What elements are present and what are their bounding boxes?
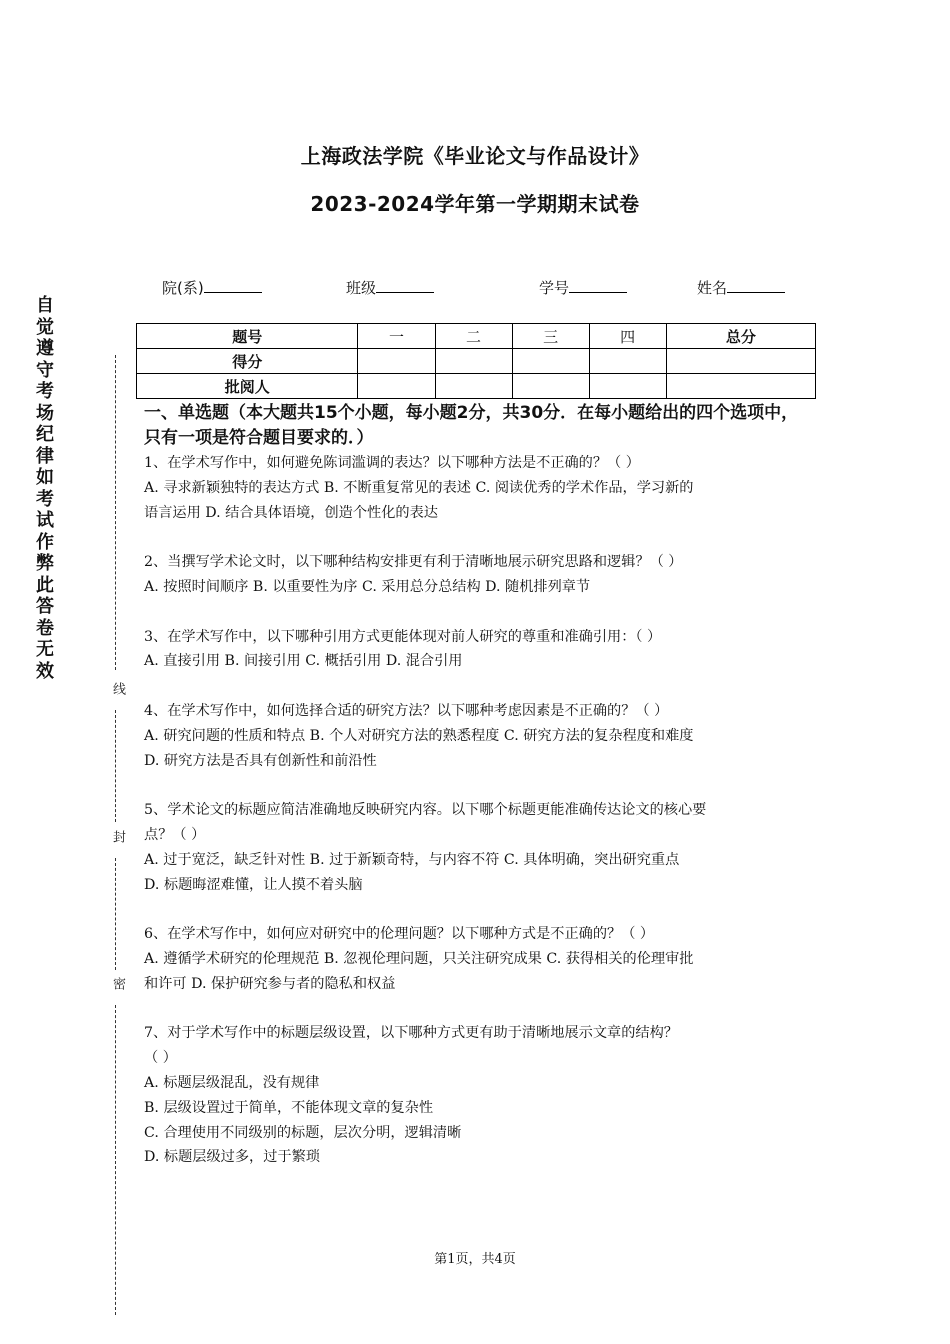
sidebar-char: 律: [36, 445, 54, 467]
score-header-cell: 总分: [666, 324, 815, 349]
grader-cell[interactable]: [435, 374, 512, 399]
question-stem: 1、在学术写作中，如何避免陈词滥调的表达？以下哪种方法是不正确的？（ ）: [144, 455, 640, 471]
sidebar-char: 效: [36, 660, 54, 682]
score-cell[interactable]: [435, 349, 512, 374]
sidebar-char: 觉: [36, 316, 54, 338]
question-line: （ ）: [144, 1050, 177, 1067]
score-header-cell: 四: [589, 324, 666, 349]
grader-cell[interactable]: [589, 374, 666, 399]
sidebar-char: 答: [36, 596, 54, 617]
question-stem: 3、在学术写作中，以下哪种引用方式更能体现对前人研究的尊重和准确引用：（ ）: [144, 628, 662, 645]
sidebar-char: 卷: [36, 617, 54, 639]
question-stem: 5、学术论文的标题应简洁准确地反映研究内容。以下哪个标题更能准确传达论文的核心要: [144, 802, 707, 819]
question-line: A. 直接引用 B. 间接引用 C. 概括引用 D. 混合引用: [144, 653, 463, 670]
cut-label-line: 线: [110, 682, 125, 695]
question-item: [144, 550, 810, 600]
score-header-cell: 三: [512, 324, 589, 349]
question-stem: 7、对于学术写作中的标题层级设置，以下哪种方式更有助于清晰地展示文章的结构？: [144, 1025, 678, 1042]
grader-cell[interactable]: [358, 374, 435, 399]
sidebar-char: 纪: [36, 424, 54, 445]
score-cell[interactable]: [512, 349, 589, 374]
cut-line-segment: [115, 858, 116, 970]
question-item: [144, 451, 810, 525]
score-cell[interactable]: [666, 349, 815, 374]
question-line: A. 寻求新颖独特的表达方式 B. 不断重复常见的表述 C. 阅读优秀的学术作品，学习新的: [144, 479, 694, 496]
sidebar-char: 无: [36, 639, 54, 660]
question-list: [144, 451, 810, 1170]
name-field[interactable]: [697, 277, 785, 298]
question-item: [144, 625, 810, 675]
name-label: 姓名: [697, 279, 728, 297]
question-stem: 6、在学术写作中，如何应对研究中的伦理问题？以下哪种方式是不正确的？（ ）: [144, 926, 655, 943]
page-footer: 第1页，共4页: [434, 1252, 516, 1267]
cut-label-seal: 封: [110, 830, 125, 843]
question-spacer: [144, 600, 810, 625]
sidebar-char: 作: [36, 531, 54, 553]
question-line: A. 标题层级混乱，没有规律: [144, 1074, 320, 1091]
section-title: 一、单选题（本大题共15个小题，每小题2分，共30分．在每小题给出的四个选项中，只有一项是符合题目要求的．）: [144, 403, 799, 448]
question-spacer: [144, 525, 810, 550]
cut-line-segment: [115, 1005, 116, 1315]
question-line: 点？（ ）: [144, 826, 206, 843]
exam-title-line2: 2023-2024学年第一学期期末试卷: [310, 192, 640, 216]
question-line: A. 按照时间顺序 B. 以重要性为序 C. 采用总分总结构 D. 随机排列章节: [144, 578, 591, 595]
dept-label: 院(系): [162, 279, 204, 297]
class-field[interactable]: [346, 277, 434, 298]
question-item: [144, 922, 810, 996]
question-line: A. 过于宽泛，缺乏针对性 B. 过于新颖奇特，与内容不符 C. 具体明确，突出研究重点: [144, 851, 680, 868]
score-header-cell: 题号: [137, 324, 358, 349]
cut-line-segment: [115, 355, 116, 670]
question-stem: 2、当撰写学术论文时，以下哪种结构安排更有利于清晰地展示研究思路和逻辑？（ ）: [144, 554, 683, 571]
sidebar-char: 场: [36, 402, 54, 424]
score-cell[interactable]: [358, 349, 435, 374]
score-row: [137, 349, 816, 374]
question-spacer: [144, 897, 810, 922]
question-line: 语言运用 D. 结合具体语境，创造个性化的表达: [144, 504, 438, 521]
grader-cell[interactable]: [666, 374, 815, 399]
dept-field[interactable]: [162, 277, 262, 298]
sidebar-char: 弊: [36, 553, 54, 574]
sidebar-char: 如: [36, 467, 54, 488]
grader-row-label: 批阅人: [137, 374, 358, 399]
score-cell[interactable]: [589, 349, 666, 374]
score-table-header-row: [137, 324, 816, 349]
sidebar-char: 守: [36, 359, 54, 381]
sidebar-char: 遵: [36, 338, 54, 359]
question-spacer: [144, 674, 810, 699]
question-line: A. 研究问题的性质和特点 B. 个人对研究方法的熟悉程度 C. 研究方法的复杂程度和难度: [144, 727, 694, 744]
question-spacer: [144, 773, 810, 798]
exam-title-line1: 上海政法学院《毕业论文与作品设计》: [300, 144, 650, 168]
score-row-label: 得分: [137, 349, 358, 374]
sidebar-char: 此: [36, 574, 54, 596]
question-stem: 4、在学术写作中，如何选择合适的研究方法？以下哪种考虑因素是不正确的？（ ）: [144, 702, 669, 719]
score-header-cell: 二: [435, 324, 512, 349]
exam-discipline-notice: [33, 295, 57, 682]
grader-row: [137, 374, 816, 399]
sidebar-char: 试: [36, 510, 54, 531]
question-line: 和许可 D. 保护研究参与者的隐私和权益: [144, 975, 396, 992]
question-section: [144, 401, 810, 1170]
question-spacer: [144, 997, 810, 1022]
question-item: [144, 699, 810, 773]
cut-label-secret: 密: [110, 977, 125, 990]
sidebar-char: 考: [36, 488, 54, 510]
question-line: B. 层级设置过于简单，不能体现文章的复杂性: [144, 1099, 434, 1116]
grader-cell[interactable]: [512, 374, 589, 399]
student-id-label: 学号: [539, 279, 570, 297]
class-label: 班级: [346, 279, 377, 297]
score-header-cell: 一: [358, 324, 435, 349]
question-line: D. 研究方法是否具有创新性和前沿性: [144, 752, 377, 769]
cut-line-segment: [115, 710, 116, 822]
question-item: [144, 1021, 810, 1170]
question-line: C. 合理使用不同级别的标题，层次分明，逻辑清晰: [144, 1124, 462, 1141]
question-line: D. 标题晦涩难懂，让人摸不着头脑: [144, 876, 363, 893]
sidebar-char: 自: [36, 295, 54, 316]
student-id-field[interactable]: [539, 277, 627, 298]
sidebar-char: 考: [36, 381, 54, 402]
question-item: [144, 798, 810, 897]
question-line: D. 标题层级过多，过于繁琐: [144, 1149, 320, 1166]
question-line: A. 遵循学术研究的伦理规范 B. 忽视伦理问题，只关注研究成果 C. 获得相关的伦理审批: [144, 950, 694, 967]
score-table: [136, 323, 816, 399]
